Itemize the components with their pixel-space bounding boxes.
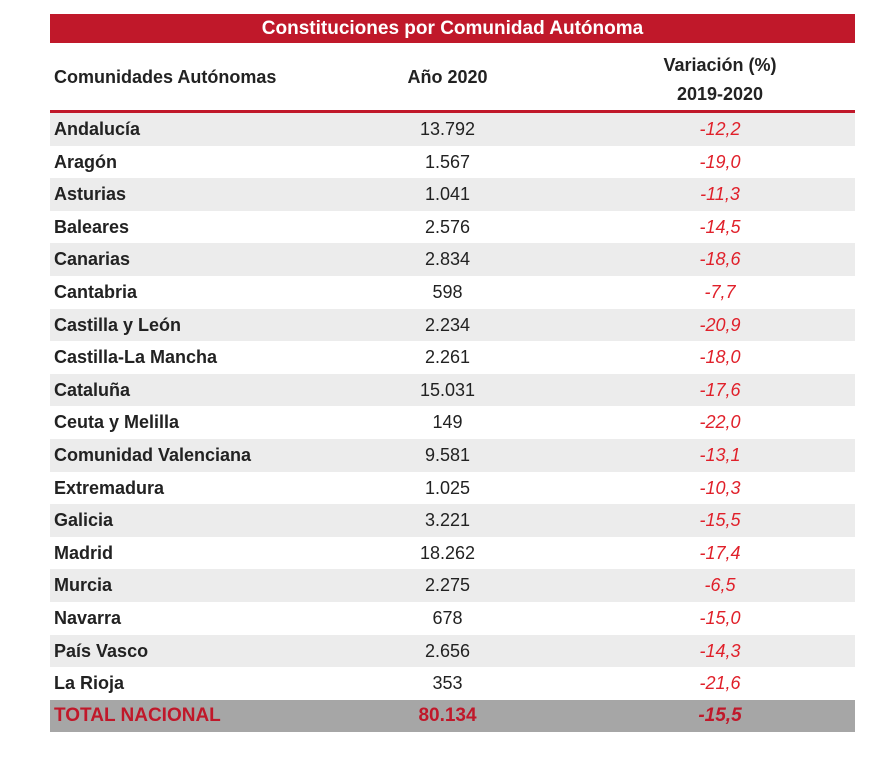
community-name: Galicia [54,510,114,531]
community-name: País Vasco [54,640,149,661]
column-header-variation-line1: Variación (%) [663,55,777,75]
community-name: Canarias [54,249,131,270]
column-header-variation-line2: 2019-2020 [676,84,764,104]
year-2020-value: 2.834 [424,249,471,270]
total-row [50,700,855,732]
community-name: Murcia [54,575,113,596]
year-2020-value: 353 [432,673,463,694]
data-table [50,14,855,732]
table-row [50,211,855,244]
year-2020-value: 9.581 [424,444,471,465]
column-header-community: Comunidades Autónomas [54,67,277,87]
table-row [50,667,855,700]
variation-value: -18,0 [699,347,741,368]
year-2020-value: 149 [432,412,463,433]
year-2020-value: 678 [432,607,463,628]
variation-value: -14,5 [699,216,741,237]
table-row [50,243,855,276]
community-name: La Rioja [54,673,125,694]
community-name: Castilla-La Mancha [54,347,218,368]
table-row [50,504,855,537]
year-2020-value: 598 [432,281,463,302]
variation-value: -22,0 [699,412,741,433]
total-year-value: 80.134 [418,704,477,726]
variation-value: -10,3 [699,477,741,498]
variation-value: -15,5 [699,510,741,531]
table-row [50,113,855,146]
variation-value: -11,3 [700,184,740,205]
community-name: Baleares [54,216,130,237]
table-row [50,406,855,439]
year-2020-value: 3.221 [424,510,471,531]
variation-value: -6,5 [704,575,736,596]
year-2020-value: 18.262 [419,542,476,563]
variation-value: -14,3 [699,640,741,661]
community-name: Asturias [54,184,127,205]
year-2020-value: 1.567 [424,151,471,172]
variation-value: -17,6 [699,379,741,400]
total-label: TOTAL NACIONAL [54,704,221,726]
table-row [50,472,855,505]
community-name: Comunidad Valenciana [54,444,252,465]
column-header-year: Año 2020 [407,67,488,87]
year-2020-value: 2.656 [424,640,471,661]
variation-value: -7,7 [704,281,736,302]
year-2020-value: 2.261 [424,347,471,368]
total-variation-value: -15,5 [698,704,742,726]
table-row [50,569,855,602]
table-row [50,635,855,668]
table-row [50,178,855,211]
table-title: Constituciones por Comunidad Autónoma [50,14,855,43]
year-2020-value: 2.576 [424,216,471,237]
variation-value: -21,6 [699,673,741,694]
community-name: Extremadura [54,477,165,498]
variation-value: -17,4 [699,542,741,563]
community-name: Cataluña [54,379,131,400]
community-name: Castilla y León [54,314,182,335]
table-row [50,309,855,342]
table-row [50,537,855,570]
table-row [50,276,855,309]
year-2020-value: 15.031 [419,379,476,400]
year-2020-value: 2.275 [424,575,471,596]
table-row [50,374,855,407]
variation-value: -20,9 [699,314,741,335]
year-2020-value: 2.234 [424,314,471,335]
community-name: Madrid [54,542,114,563]
table-body [50,113,855,700]
variation-value: -13,1 [699,444,741,465]
community-name: Cantabria [54,281,138,302]
table-header [50,43,855,113]
column-header-variation [605,51,835,109]
variation-value: -18,6 [699,249,741,270]
year-2020-value: 1.025 [424,477,471,498]
community-name: Andalucía [54,119,141,139]
year-2020-value: 1.041 [424,184,471,205]
variation-value: -15,0 [699,607,741,628]
year-2020-value: 13.792 [419,119,476,139]
variation-value: -19,0 [699,151,741,172]
table-row [50,439,855,472]
table-row [50,341,855,374]
table-row [50,602,855,635]
community-name: Navarra [54,607,122,628]
variation-value: -12,2 [699,119,741,139]
community-name: Aragón [54,151,117,172]
table-row [50,146,855,179]
community-name: Ceuta y Melilla [54,412,180,433]
